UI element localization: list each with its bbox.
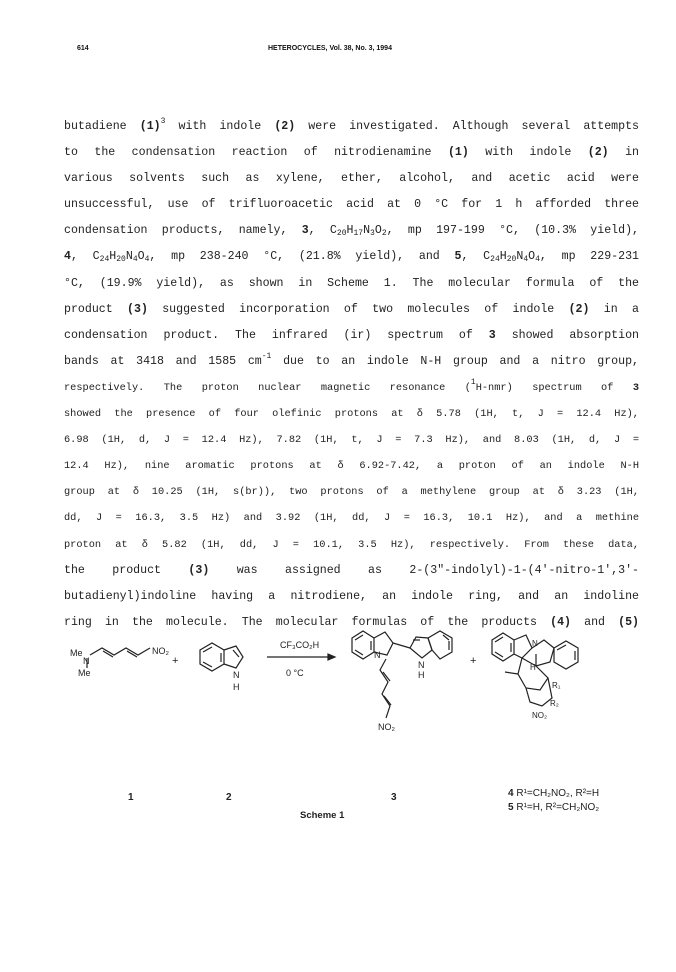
atom-n: N xyxy=(83,656,90,666)
atom-no2-compound-1: NO₂ xyxy=(152,646,169,656)
text-line: various solvents such as xylene, ether, alcohol, and acetic acid were xyxy=(64,172,639,186)
text-line: condensation product. The infrared (ir) spectrum of 3 showed absorption xyxy=(64,328,639,342)
atom-n-indoline: N xyxy=(374,650,381,660)
compound-4-substituents: 4 R¹=CH₂NO₂, R²=H xyxy=(508,788,600,799)
text-line: the product (3) was assigned as 2-(3"-indolyl)-1-(4'-nitro-1',3'- xyxy=(64,563,639,577)
page-number: 614 xyxy=(77,45,89,52)
compound-2-indole xyxy=(200,643,243,671)
atom-r2: R₂ xyxy=(550,699,559,708)
atom-me-top: Me xyxy=(70,648,83,658)
compound-number-2: 2 xyxy=(226,792,232,803)
atom-n-polycycle: N xyxy=(532,639,538,648)
text-line: 12.4 Hz), nine aromatic protons at δ 6.92-7.42, a proton of an indole N-H xyxy=(64,460,639,473)
condition-label: 0 °C xyxy=(286,668,304,678)
compound-1-chain xyxy=(90,648,150,655)
text-line: bands at 3418 and 1585 $cm^{-1}$ due to an indole N-H group and a nitro group, xyxy=(64,351,639,368)
atom-n-indole-3: N xyxy=(418,660,425,670)
atom-no2-polycycle: NO₂ xyxy=(532,711,548,720)
text-line: butadiene $(1)^3$ with indole (2) were investigated. Although several attempts xyxy=(64,117,639,133)
text-line: to the condensation reaction of nitrodienamine (1) with indole (2) in xyxy=(64,146,639,160)
compound-3-structure xyxy=(352,631,452,718)
text-line: condensation products, namely, 3, $C_{20}H_{17}N_3O_2$, mp 197-199 °C, (10.3% yield), xyxy=(64,224,639,239)
text-line: ring in the molecule. The molecular formulas of the products (4) and (5) xyxy=(64,615,639,629)
atom-n-indole: N xyxy=(233,670,240,680)
text-line: group at δ 10.25 (1H, s(br)), two protons of a methylene group at δ 3.23 (1H, xyxy=(64,486,639,499)
text-line: dd, J = 16.3, 3.5 Hz) and 3.92 (1H, dd, J = 16.3, 10.1 Hz), and a methine xyxy=(64,512,639,525)
text-line: °C, (19.9% yield), as shown in Scheme 1. The molecular formula of the xyxy=(64,276,639,290)
atom-h-polycycle: H xyxy=(530,663,536,672)
atom-h-indole-3: H xyxy=(418,670,425,680)
text-line: showed the presence of four olefinic protons at δ 5.78 (1H, t, J = 12.4 Hz), xyxy=(64,408,639,421)
text-line: respectively. The proton nuclear magnetic resonance ($^1$H-nmr) spectrum of 3 xyxy=(64,377,639,394)
text-line: unsuccessful, use of trifluoroacetic acid at 0 °C for 1 h afforded three xyxy=(64,198,639,212)
atom-h-indole: H xyxy=(233,682,240,692)
text-line: proton at δ 5.82 (1H, dd, J = 10.1, 3.5 Hz), respectively. From these data, xyxy=(64,538,639,551)
journal-citation: HETEROCYCLES, Vol. 38, No. 3, 1994 xyxy=(268,45,392,52)
reagent-label: CF₃CO₂H xyxy=(280,640,320,650)
text-line: butadienyl)indoline having a nitrodiene, an indole ring, and an indoline xyxy=(64,589,639,603)
text-line: 4, $C_{24}H_{20}N_4O_4$, mp 238-240 °C, (21.8% yield), and 5, $C_{24}H_{20}N_4O_4$, mp 229-231 xyxy=(64,250,639,265)
compound-number-3: 3 xyxy=(391,792,397,803)
scheme-caption: Scheme 1 xyxy=(300,810,345,821)
plus-sign-1: + xyxy=(172,655,179,667)
plus-sign-2: + xyxy=(470,655,477,667)
compound-5-substituents: 5 R¹=H, R²=CH₂NO₂ xyxy=(508,802,600,813)
atom-r1: R₁ xyxy=(552,681,561,690)
atom-me-bottom: Me xyxy=(78,668,91,678)
atom-no2-compound-3: NO₂ xyxy=(378,722,395,732)
text-line: product (3) suggested incorporation of two molecules of indole (2) in a xyxy=(64,302,639,316)
text-line: 6.98 (1H, d, J = 12.4 Hz), 7.82 (1H, t, J = 7.3 Hz), and 8.03 (1H, d, J = xyxy=(64,434,639,447)
body-text xyxy=(64,114,639,636)
compound-number-1: 1 xyxy=(128,792,134,803)
